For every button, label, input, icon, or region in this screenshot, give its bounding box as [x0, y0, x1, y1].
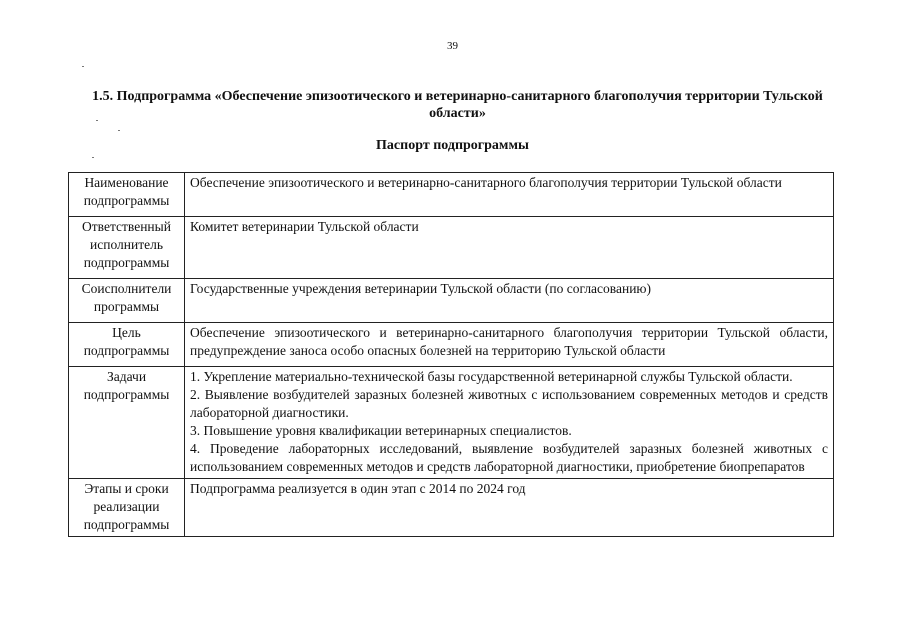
scan-speck: [118, 130, 120, 131]
row-value-executor: Комитет ветеринарии Тульской области: [185, 217, 834, 279]
section-title: 1.5. Подпрограмма «Обеспечение эпизоотического и ветеринарно-санитарного благополучия территории Тульской области»: [92, 89, 823, 121]
page-number: 39: [447, 40, 458, 52]
row-value-stages: Подпрограмма реализуется в один этап с 2014 по 2024 год: [185, 479, 834, 537]
scan-speck: [96, 120, 98, 121]
table-row: [69, 173, 834, 217]
row-value-coexecutors: Государственные учреждения ветеринарии Тульской области (по согласованию): [185, 279, 834, 323]
row-value-name: Обеспечение эпизоотического и ветеринарно-санитарного благополучия территории Тульской области: [185, 173, 834, 217]
row-label-coexecutors: Соисполнители программы: [69, 279, 185, 323]
task-item: 4. Проведение лабораторных исследований, выявление возбудителей заразных болезней животных с использованием современных методов и средств лабораторной диагностики, приобретение биопрепаратов: [190, 441, 828, 474]
row-label-executor: Ответственный исполнитель подпрограммы: [69, 217, 185, 279]
row-value-tasks: [185, 367, 834, 479]
table-row: [69, 217, 834, 279]
row-label-stages: Этапы и сроки реализации подпрограммы: [69, 479, 185, 537]
table-row: [69, 479, 834, 537]
scan-speck: [92, 157, 94, 158]
task-item: 3. Повышение уровня квалификации ветеринарных специалистов.: [190, 423, 572, 438]
row-label-goal: Цель подпрограммы: [69, 323, 185, 367]
passport-title: Паспорт подпрограммы: [376, 138, 529, 153]
table-row: [69, 367, 834, 479]
row-label-name: Наименование подпрограммы: [69, 173, 185, 217]
row-value-goal: Обеспечение эпизоотического и ветеринарно-санитарного благополучия территории Тульской области, предупреждение заноса особо опасных болезней на территорию Тульской области: [185, 323, 834, 367]
task-item: 1. Укрепление материально-технической базы государственной ветеринарной службы Тульской области.: [190, 369, 793, 384]
scan-speck: [82, 66, 84, 67]
task-item: 2. Выявление возбудителей заразных болезней животных с использованием современных методов и средств лабораторной диагностики.: [190, 387, 828, 420]
row-label-tasks: Задачи подпрограммы: [69, 367, 185, 479]
table-row: [69, 279, 834, 323]
table-row: [69, 323, 834, 367]
passport-table: [68, 172, 834, 537]
